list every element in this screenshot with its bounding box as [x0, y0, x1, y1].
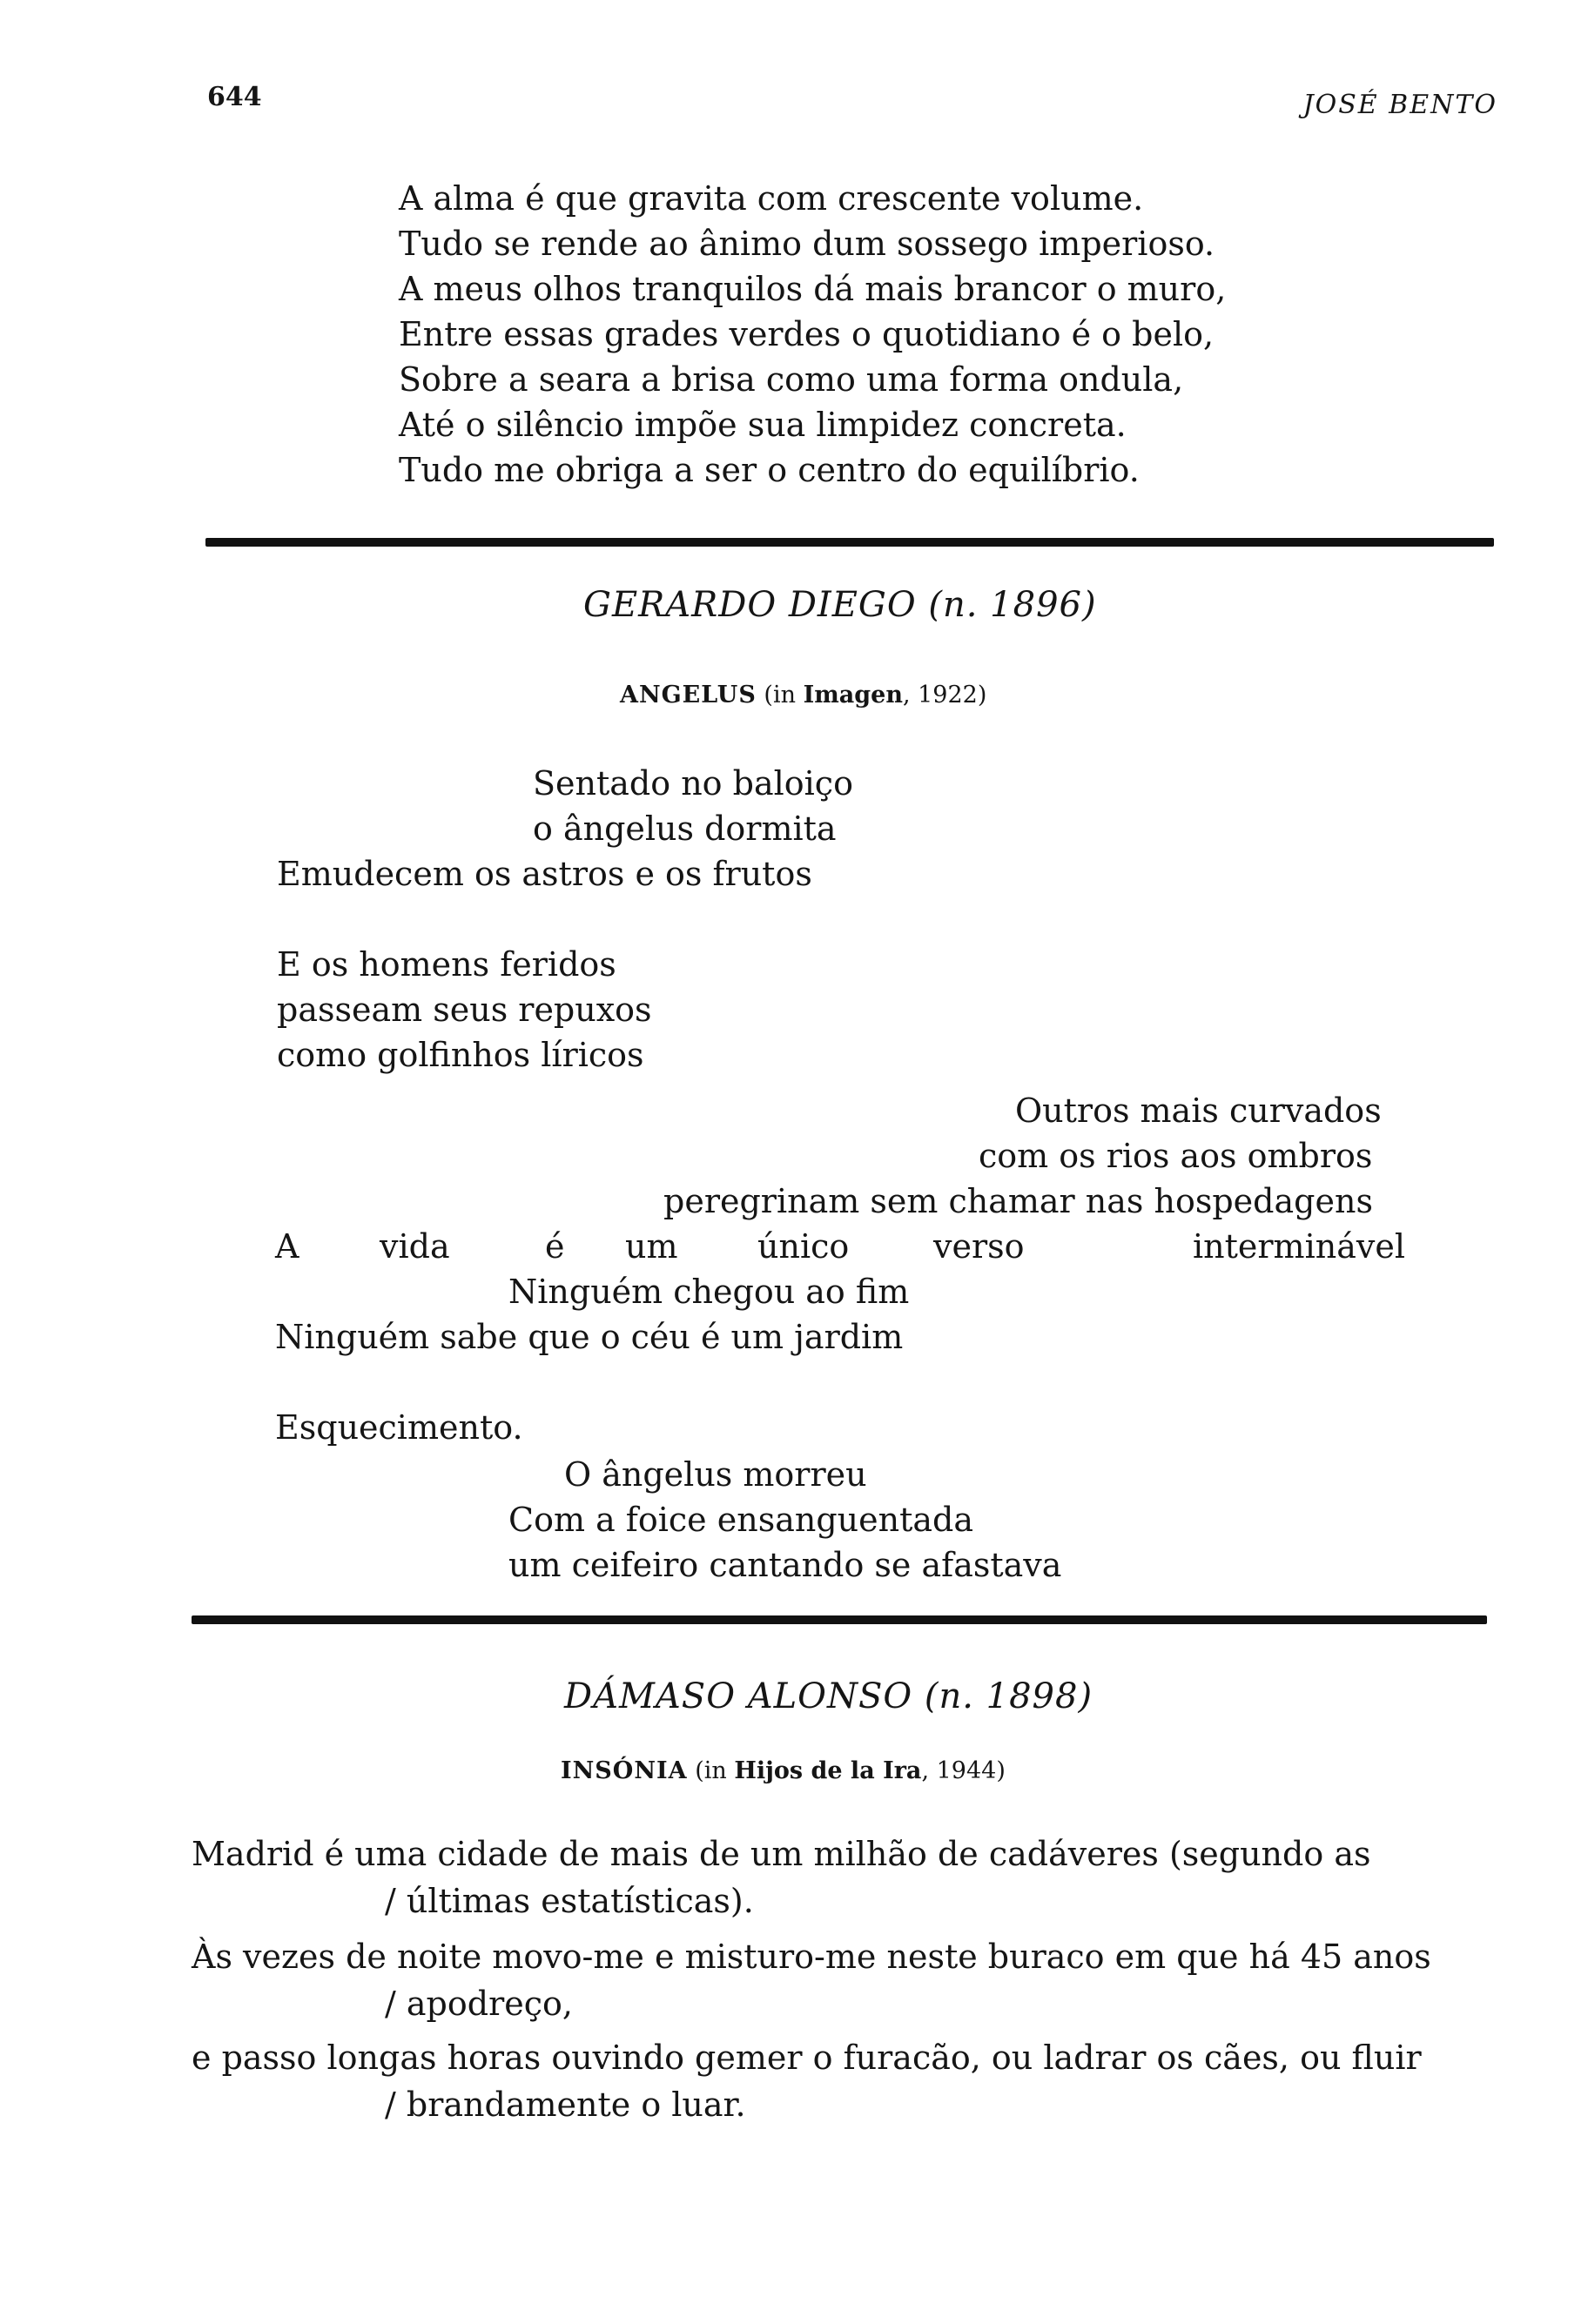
poem-title-book: Imagen	[803, 682, 903, 709]
verse-line: peregrinam sem chamar nas hospedagens	[663, 1182, 1373, 1220]
verse-line: Outros mais curvados	[1015, 1091, 1382, 1130]
poem-title	[620, 681, 986, 710]
verse-line: como golfinhos líricos	[277, 1036, 644, 1074]
verse-line: Entre essas grades verdes o quotidiano é o belo,	[399, 315, 1215, 353]
poem-title-source-close: , 1944)	[921, 1757, 1006, 1784]
verse-word: um	[625, 1227, 678, 1266]
verse-line: A meus olhos tranquilos dá mais brancor o muro,	[399, 270, 1227, 308]
verse-line: Ninguém sabe que o céu é um jardim	[275, 1318, 904, 1356]
verse-line: Tudo se rende ao ânimo dum sossego imperioso.	[399, 225, 1215, 263]
verse-word: interminável	[1193, 1227, 1405, 1266]
verse-line: Com a foice ensanguentada	[508, 1501, 974, 1539]
poem-title-source-open: (in	[695, 1757, 735, 1784]
verse-line: passeam seus repuxos	[277, 991, 652, 1029]
verse-line: e passo longas horas ouvindo gemer o furacão, ou ladrar os cães, ou fluir	[192, 2039, 1422, 2077]
verse-line: Até o silêncio impõe sua limpidez concreta.	[399, 406, 1127, 444]
verse-line: Às vezes de noite movo-me e misturo-me neste buraco em que há 45 anos	[192, 1938, 1431, 1976]
section-divider	[192, 1615, 1487, 1624]
verse-line: Ninguém chegou ao fim	[508, 1273, 910, 1311]
running-head: JOSÉ BENTO	[1302, 90, 1497, 120]
verse-line: um ceifeiro cantando se afastava	[508, 1546, 1062, 1584]
section-divider	[205, 538, 1494, 547]
page-number: 644	[207, 82, 262, 112]
poem-title-source-close: , 1922)	[902, 682, 987, 709]
verse-continuation: / últimas estatísticas).	[385, 1882, 754, 1920]
poem-title-book: Hijos de la Ira	[734, 1757, 922, 1784]
verse-word: é	[545, 1227, 565, 1266]
verse-line: Tudo me obriga a ser o centro do equilíbrio.	[399, 451, 1140, 489]
poem-title-main: INSÓNIA	[561, 1757, 688, 1784]
verse-line: E os homens feridos	[277, 945, 616, 984]
verse-line: Esquecimento.	[275, 1408, 523, 1447]
verse-line: o ângelus dormita	[533, 809, 837, 848]
verse-line: O ângelus morreu	[564, 1455, 867, 1494]
verse-word: único	[757, 1227, 850, 1266]
verse-line: Sentado no baloiço	[533, 764, 853, 803]
verse-word: A	[275, 1227, 299, 1266]
verse-line: com os rios aos ombros	[979, 1137, 1373, 1175]
verse-continuation: / apodreço,	[385, 1985, 573, 2023]
verse-line: Sobre a seara a brisa como uma forma ondula,	[399, 360, 1184, 399]
verse-continuation: / brandamente o luar.	[385, 2086, 746, 2124]
poem-title	[561, 1756, 1006, 1786]
poem-title-source-open: (in	[764, 682, 804, 709]
verse-word: verso	[933, 1227, 1025, 1266]
verse-line: Madrid é uma cidade de mais de um milhão de cadáveres (segundo as	[192, 1835, 1371, 1873]
poem-title-main: ANGELUS	[620, 682, 757, 709]
poet-name: DÁMASO ALONSO (n. 1898)	[564, 1676, 1093, 1716]
verse-line: Emudecem os astros e os frutos	[277, 855, 812, 893]
poet-name: GERARDO DIEGO (n. 1896)	[583, 585, 1097, 625]
verse-word: vida	[380, 1227, 450, 1266]
verse-line: A alma é que gravita com crescente volume.	[399, 179, 1144, 218]
